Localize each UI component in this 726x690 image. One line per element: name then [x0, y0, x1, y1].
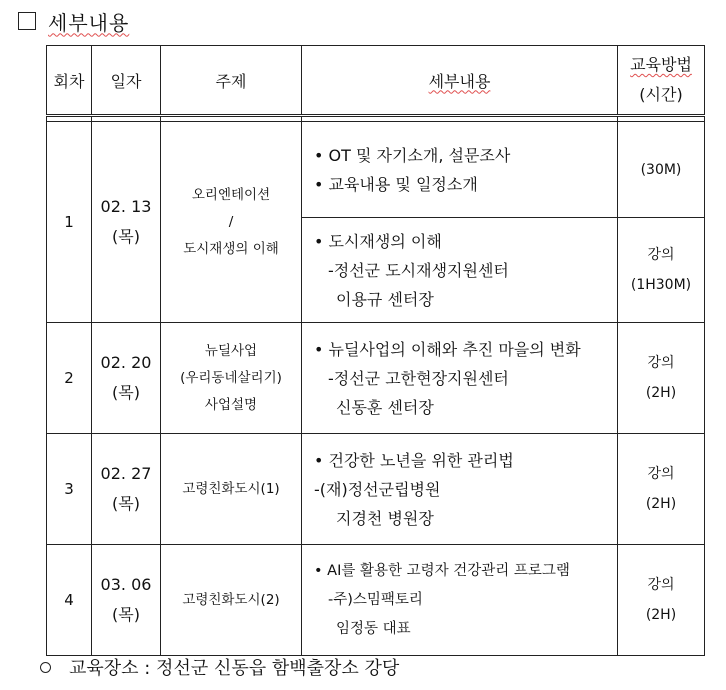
location-note: [40, 654, 399, 680]
date-cell: 02. 13 (목): [92, 122, 161, 323]
table-row: [47, 545, 705, 656]
header-round: 회차: [47, 46, 92, 116]
section-title: 세부내용: [48, 10, 130, 35]
topic-cell: 고령친화도시(2): [161, 545, 302, 656]
method-cell: (30M): [618, 122, 705, 218]
date-cell: 02. 27 (목): [92, 434, 161, 545]
method-cell: 강의 (2H): [618, 434, 705, 545]
header-method: [618, 46, 705, 116]
header-detail: 세부내용: [302, 46, 618, 116]
table-row: [47, 434, 705, 545]
method-cell: 강의 (2H): [618, 323, 705, 434]
date-cell: 03. 06 (목): [92, 545, 161, 656]
location-text: 교육장소 : 정선군 신동읍 함백출장소 강당: [69, 658, 400, 679]
circle-bullet-icon: [40, 662, 51, 673]
topic-cell: 오리엔테이션 / 도시재생의 이해: [161, 122, 302, 323]
table-row: [47, 122, 705, 218]
date-cell: 02. 20 (목): [92, 323, 161, 434]
table-row: [47, 323, 705, 434]
round-cell: 4: [47, 545, 92, 656]
header-topic: 주제: [161, 46, 302, 116]
topic-cell: 뉴딜사업 (우리동네살리기) 사업설명: [161, 323, 302, 434]
method-cell: 강의 (2H): [618, 545, 705, 656]
schedule-table: [46, 45, 705, 656]
header-method-line2: (시간): [639, 85, 683, 104]
round-cell: 3: [47, 434, 92, 545]
detail-cell: • 건강한 노년을 위한 관리법 -(재)정선군립병원 지경천 병원장: [302, 434, 618, 545]
detail-cell: • OT 및 자기소개, 설문조사 • 교육내용 및 일정소개: [302, 122, 618, 218]
header-method-line1: 교육방법: [630, 55, 692, 74]
header-date: 일자: [92, 46, 161, 116]
method-cell: 강의 (1H30M): [618, 218, 705, 323]
section-heading: [18, 6, 129, 36]
topic-cell: 고령친화도시(1): [161, 434, 302, 545]
round-cell: 1: [47, 122, 92, 323]
detail-cell: • 뉴딜사업의 이해와 추진 마을의 변화 -정선군 고한현장지원센터 신동훈 센터장: [302, 323, 618, 434]
checkbox-icon[interactable]: [18, 12, 36, 30]
table-header-row: [47, 46, 705, 116]
detail-cell: • AI를 활용한 고령자 건강관리 프로그램 -주)스밈팩토리 임정동 대표: [302, 545, 618, 656]
round-cell: 2: [47, 323, 92, 434]
detail-cell: • 도시재생의 이해 -정선군 도시재생지원센터 이용규 센터장: [302, 218, 618, 323]
